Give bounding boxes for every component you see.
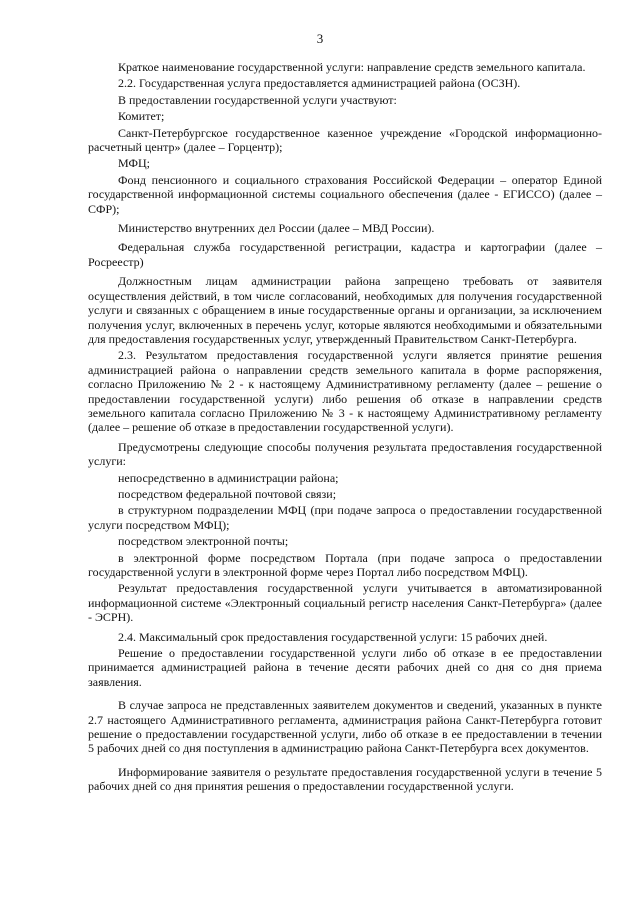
paragraph: В случае запроса не представленных заявителем документов и сведений, указанных в пункте 2.7 настоящего Административного регламента, администрация района Санкт-Петербурга готовит решение о предоставлении государственной услуги, либо об отказе в ее предоставлении в течении 5 рабочих дней со дня поступления в администрацию района Санкт-Петербурга всех документов. — [88, 698, 602, 756]
paragraph: 2.2. Государственная услуга предоставляется администрацией района (ОСЗН). — [118, 76, 521, 91]
paragraph: непосредственно в администрации района; — [118, 470, 339, 485]
paragraph: в структурном подразделении МФЦ (при подаче запроса о предоставлении государственной услуги посредством МФЦ); — [88, 503, 602, 532]
page-number: 3 — [316, 31, 324, 46]
paragraph: В предоставлении государственной услуги участвуют: — [118, 92, 397, 107]
paragraph: Краткое наименование государственной услуги: направление средств земельного капитала. — [118, 60, 586, 74]
document-body — [88, 60, 602, 794]
paragraph: Информирование заявителя о результате предоставления государственной услуги в течение 5 рабочих дней со дня принятия решения о предоставлении государственной услуги. — [88, 764, 602, 794]
paragraph: 2.4. Максимальный срок предоставления государственной услуги: 15 рабочих дней. — [118, 629, 548, 644]
paragraph: МФЦ; — [118, 156, 150, 171]
paragraph: Санкт-Петербургское государственное казенное учреждение «Городской информационно-расчетный центр» (далее – Горцентр); — [88, 125, 602, 155]
paragraph: Фонд пенсионного и социального страхования Российской Федерации – оператор Единой государственной информационной системы социального обеспечения (далее - ЕГИССО) (далее – СФР); — [88, 172, 602, 216]
paragraph: посредством электронной почты; — [118, 534, 289, 549]
paragraph: посредством федеральной почтовой связи; — [118, 486, 337, 501]
paragraph: Комитет; — [118, 109, 165, 124]
paragraph: Федеральная служба государственной регистрации, кадастра и картографии (далее – Росреестр) — [88, 240, 602, 269]
paragraph: Министерство внутренних дел России (далее – МВД России). — [118, 221, 435, 236]
paragraph: 2.3. Результатом предоставления государственной услуги является принятие решения администрацией района о направлении средств земельного капитала в форме распоряжения, согласно Приложению № 2 - к настоящему Административному регламенту (далее – решение о предоставлении государственной услуги) либо решения об отказе в направлении средств земельного капитала согласно Приложению № 3 - к настоящему Административному регламенту (далее – решение об отказе в предоставлении государственной услуги). — [88, 348, 602, 435]
paragraph: Должностным лицам администрации района запрещено требовать от заявителя осуществления действий, в том числе согласований, необходимых для получения государственной услуги и связанных с обращением в иные государственные органы и организации, за исключением получения услуг, включенных в перечень услуг, которые являются необходимыми и обязательными для предоставления государственных услуг, утвержденный Правительством Санкт-Петербурга. — [88, 274, 602, 346]
paragraph: Предусмотрены следующие способы получения результата предоставления государственной услуги: — [88, 439, 602, 469]
paragraph: Результат предоставления государственной услуги учитывается в автоматизированной информационной системе «Электронный социальный регистр населения Санкт-Петербурга» (далее - ЭСРН). — [88, 581, 602, 625]
paragraph: в электронной форме посредством Портала (при подаче запроса о предоставлении государственной услуги в электронной форме через Портал либо посредством МФЦ). — [88, 550, 602, 579]
paragraph: Решение о предоставлении государственной услуги либо об отказе в ее предоставлении принимается администрацией района в течение десяти рабочих дней со дня со дня приема заявления. — [88, 646, 602, 689]
